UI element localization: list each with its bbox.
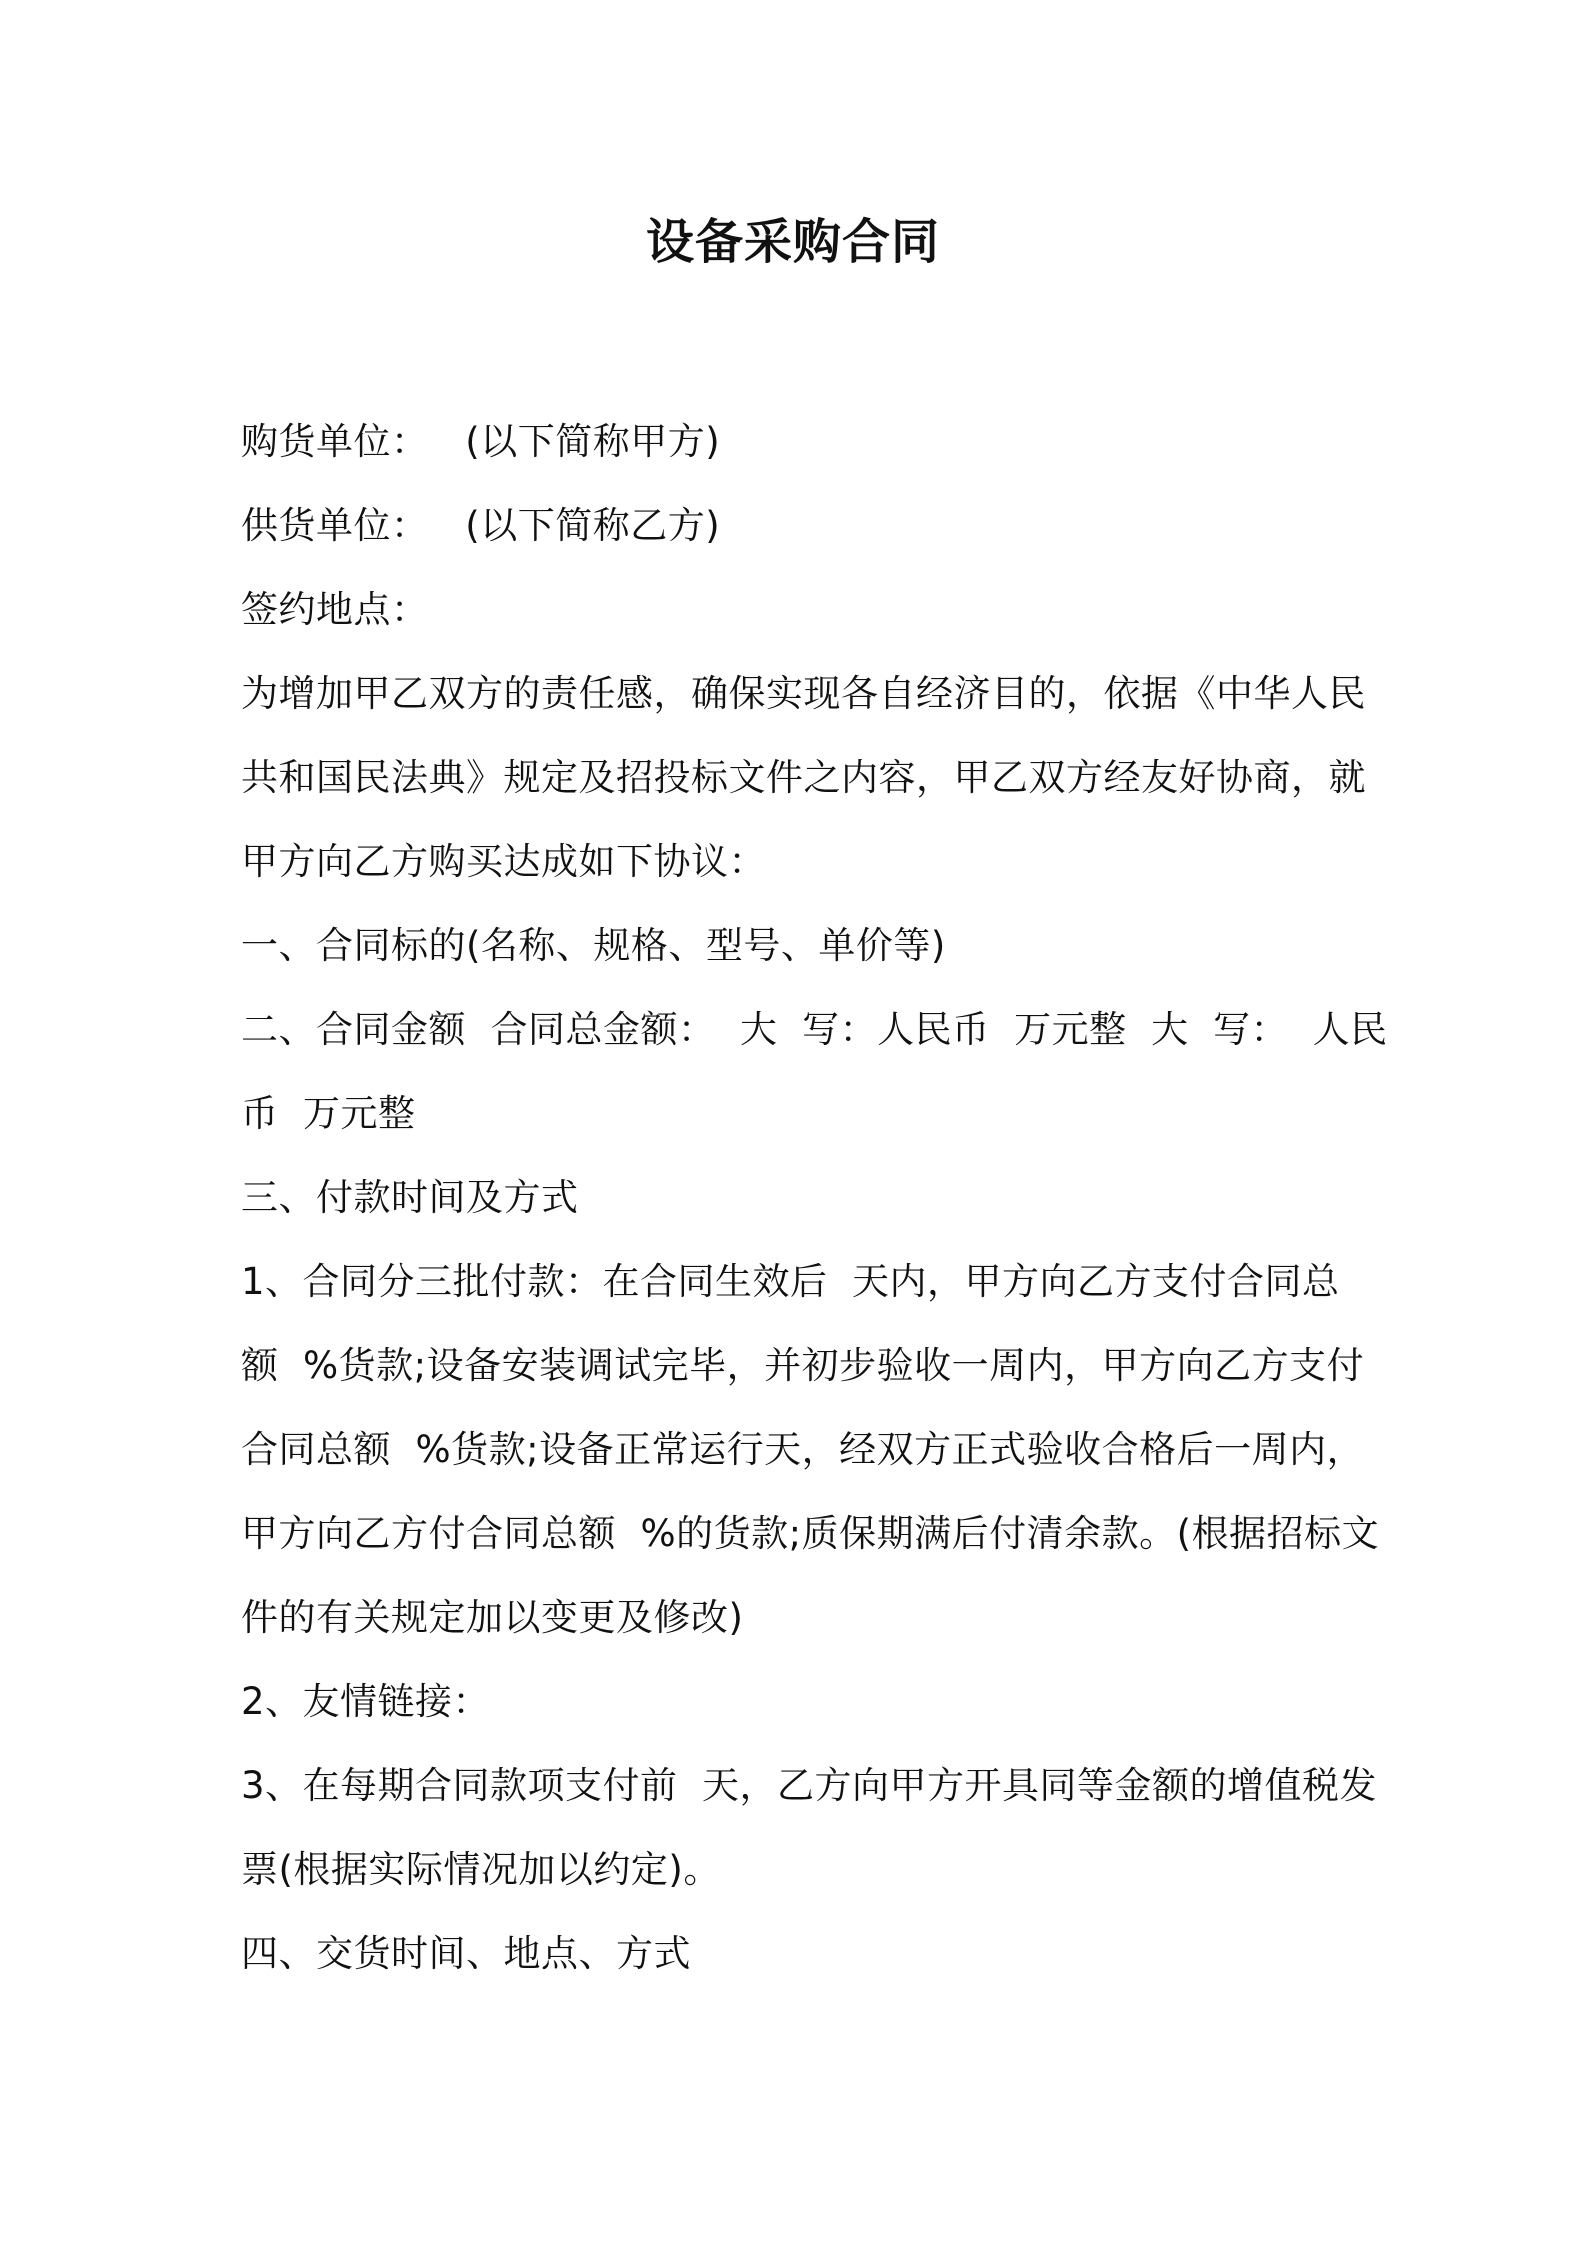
signing-place-line: 签约地点： xyxy=(241,588,429,631)
section-2-line-1: 二、合同金额 合同总金额： 大 写：人民币 万元整 大 写： 人民 xyxy=(241,1008,1388,1051)
section-1-heading: 一、合同标的(名称、规格、型号、单价等) xyxy=(241,924,946,967)
clause-1-line-2: 额 %货款;设备安装调试完毕，并初步验收一周内，甲方向乙方支付 xyxy=(241,1344,1365,1387)
clause-1-line-1: 1、合同分三批付款：在合同生效后 天内，甲方向乙方支付合同总 xyxy=(241,1260,1340,1303)
document-body xyxy=(241,400,1388,1996)
clause-1-line-5: 件的有关规定加以变更及修改) xyxy=(241,1596,744,1639)
clause-3-line-2: 票(根据实际情况加以约定)。 xyxy=(241,1848,721,1891)
clause-1-line-3: 合同总额 %货款;设备正常运行天，经双方正式验收合格后一周内， xyxy=(241,1428,1365,1471)
buyer-line: 购货单位： (以下简称甲方) xyxy=(241,420,721,463)
section-2-line-2: 币 万元整 xyxy=(241,1092,416,1135)
preamble-line-1: 为增加甲乙双方的责任感，确保实现各自经济目的，依据《中华人民 xyxy=(241,672,1366,715)
section-4-heading: 四、交货时间、地点、方式 xyxy=(241,1932,691,1975)
preamble-line-3: 甲方向乙方购买达成如下协议： xyxy=(241,840,766,883)
document-title: 设备采购合同 xyxy=(645,214,940,270)
clause-1-line-4: 甲方向乙方付合同总额 %的货款;质保期满后付清余款。(根据招标文 xyxy=(241,1512,1380,1555)
clause-3-line-1: 3、在每期合同款项支付前 天，乙方向甲方开具同等金额的增值税发 xyxy=(241,1764,1378,1807)
section-3-heading: 三、付款时间及方式 xyxy=(241,1176,579,1219)
clause-2-line: 2、友情链接： xyxy=(241,1680,491,1723)
supplier-line: 供货单位： (以下简称乙方) xyxy=(241,504,721,547)
preamble-line-2: 共和国民法典》规定及招投标文件之内容，甲乙双方经友好协商，就 xyxy=(241,756,1366,799)
